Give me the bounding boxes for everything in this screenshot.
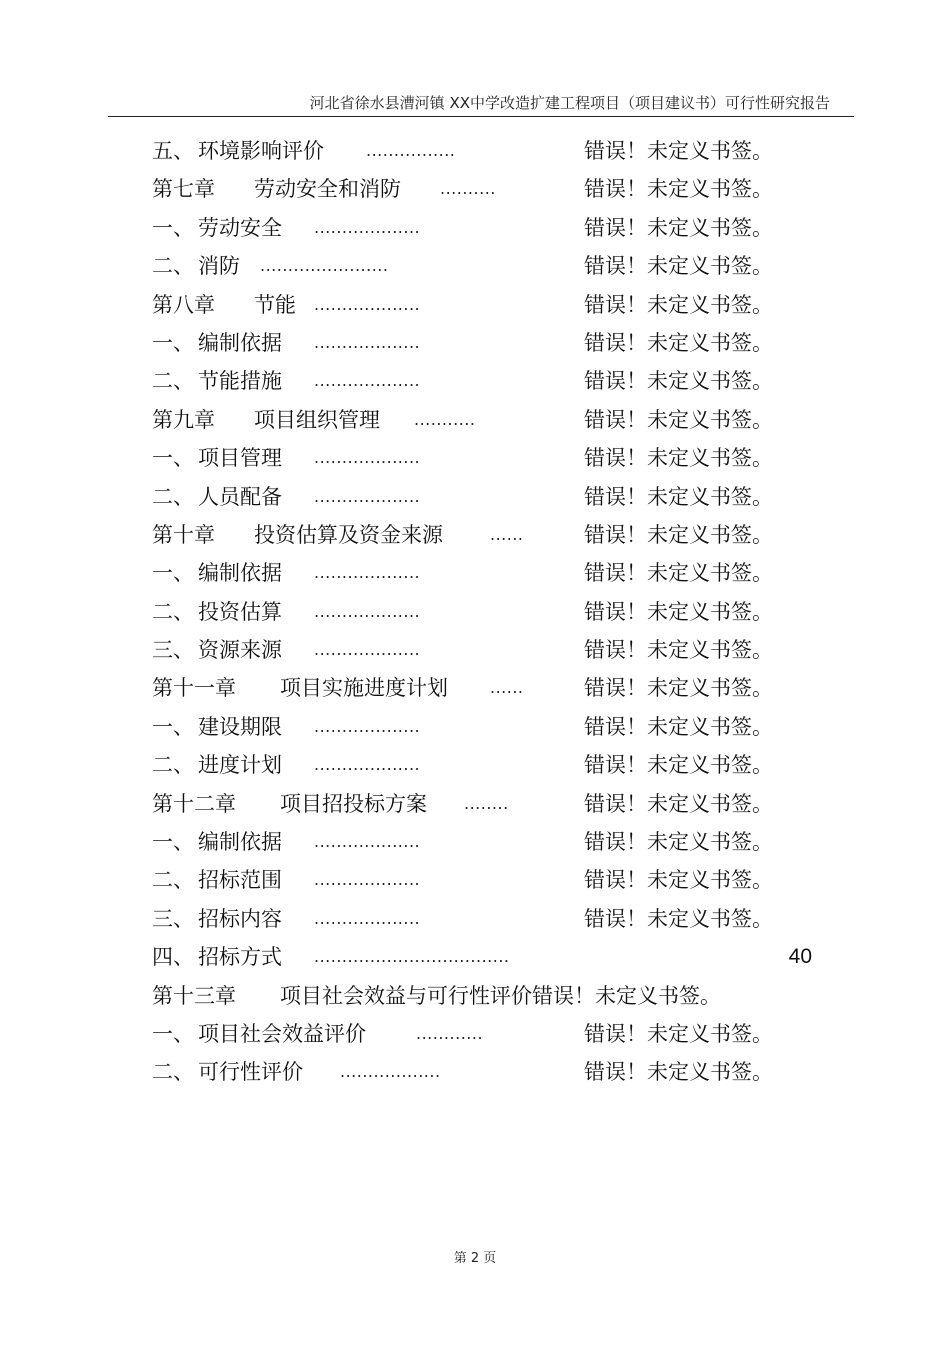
toc-entry-title: 编制依据 — [198, 561, 282, 586]
toc-entry-number: 二、 — [152, 254, 194, 279]
toc-entry-title: 项目管理 — [198, 446, 282, 471]
toc-entry-number: 一、 — [152, 330, 194, 355]
toc-entry[interactable] — [152, 593, 822, 631]
toc-entry-title: 人员配备 — [198, 484, 282, 509]
toc-entry[interactable] — [152, 516, 822, 554]
toc-entry[interactable] — [152, 286, 822, 324]
toc-entry-number: 一、 — [152, 561, 194, 586]
toc-entry[interactable] — [152, 669, 822, 707]
toc-entry-page: 错误！未定义书签。 — [584, 484, 773, 509]
toc-leader-dots: ....................... — [260, 256, 389, 276]
toc-leader-dots: ................... — [314, 870, 421, 890]
toc-entry[interactable] — [152, 1053, 822, 1091]
toc-entry-number: 第八章 — [152, 292, 215, 317]
toc-entry-title: 节能 — [254, 292, 296, 317]
toc-entry[interactable] — [152, 554, 822, 592]
toc-entry-title: 招标方式 — [198, 945, 282, 970]
toc-entry-page: 错误！未定义书签。 — [584, 676, 773, 701]
toc-leader-dots: ........ — [464, 793, 509, 813]
toc-leader-dots: ................................... — [314, 947, 510, 967]
toc-entry-title: 可行性评价 — [198, 1060, 303, 1085]
toc-entry-title: 招标范围 — [198, 868, 282, 893]
toc-entry-page: 错误！未定义书签。 — [584, 753, 773, 778]
toc-entry-title: 项目实施进度计划 — [280, 676, 448, 701]
toc-entry-page: 错误！未定义书签。 — [584, 522, 773, 547]
toc-entry-title: 环境影响评价 — [198, 139, 324, 163]
toc-leader-dots: ................... — [314, 563, 421, 583]
toc-entry-number: 第十二章 — [152, 791, 236, 816]
toc-entry-number: 第九章 — [152, 407, 215, 432]
toc-entry-number: 二、 — [152, 868, 194, 893]
toc-leader-dots: ................... — [314, 755, 421, 775]
toc-entry-number: 四、 — [152, 945, 194, 970]
table-of-contents — [152, 132, 822, 1092]
toc-leader-dots: ................... — [314, 908, 421, 928]
toc-leader-dots: ................... — [314, 217, 421, 237]
toc-entry[interactable] — [152, 439, 822, 477]
toc-entry-number: 第十一章 — [152, 676, 236, 701]
toc-entry[interactable] — [152, 631, 822, 669]
toc-leader-dots: ................... — [314, 832, 421, 852]
toc-entry-title: 投资估算及资金来源 — [254, 522, 443, 547]
toc-leader-dots: ................... — [314, 448, 421, 468]
toc-entry-number: 一、 — [152, 830, 194, 855]
toc-entry-page: 错误！未定义书签。 — [584, 599, 773, 624]
toc-leader-dots: ................... — [314, 486, 421, 506]
toc-entry[interactable] — [152, 209, 822, 247]
toc-entry[interactable] — [152, 823, 822, 861]
toc-entry[interactable] — [152, 785, 822, 823]
toc-entry-page: 错误！未定义书签。 — [584, 292, 773, 317]
toc-entry-number: 三、 — [152, 906, 194, 931]
toc-entry-number: 一、 — [152, 446, 194, 471]
toc-entry[interactable] — [152, 132, 822, 170]
toc-entry-title: 项目社会效益评价 — [198, 1021, 366, 1046]
toc-leader-dots: ...... — [490, 678, 524, 698]
toc-entry-title: 资源来源 — [198, 638, 282, 663]
toc-entry-title: 节能措施 — [198, 369, 282, 394]
toc-leader-dots: .................. — [340, 1062, 441, 1082]
toc-entry[interactable] — [152, 362, 822, 400]
toc-entry[interactable] — [152, 401, 822, 439]
toc-entry-title: 劳动安全 — [198, 215, 282, 240]
toc-entry-title: 建设期限 — [198, 714, 282, 739]
toc-entry-number: 二、 — [152, 369, 194, 394]
page-header — [108, 86, 854, 117]
toc-entry-page: 错误！未定义书签。 — [584, 830, 773, 855]
toc-entry-number: 一、 — [152, 215, 194, 240]
toc-entry-number: 二、 — [152, 1060, 194, 1085]
toc-entry-number: 五、 — [152, 139, 194, 163]
toc-entry-number: 一、 — [152, 1021, 194, 1046]
toc-entry-number: 二、 — [152, 753, 194, 778]
toc-leader-dots: ................... — [314, 371, 421, 391]
toc-entry[interactable] — [152, 746, 822, 784]
toc-leader-dots: ............ — [416, 1023, 484, 1043]
toc-entry-page: 错误！未定义书签。 — [584, 561, 773, 586]
toc-leader-dots: ................... — [314, 294, 421, 314]
toc-entry-title: 项目社会效益与可行性评价错误！未定义书签。 — [280, 983, 721, 1008]
toc-leader-dots: ................... — [314, 716, 421, 736]
header-title: 河北省徐水县漕河镇 XX中学改造扩建工程项目（项目建议书）可行性研究报告 — [309, 94, 830, 112]
toc-entry[interactable] — [152, 247, 822, 285]
toc-entry-number: 第七章 — [152, 177, 215, 202]
toc-entry-title: 消防 — [198, 254, 240, 279]
toc-entry-title: 劳动安全和消防 — [254, 177, 401, 202]
toc-entry-number: 一、 — [152, 714, 194, 739]
toc-entry-page: 错误！未定义书签。 — [584, 714, 773, 739]
toc-entry-title: 进度计划 — [198, 753, 282, 778]
toc-entry-page: 错误！未定义书签。 — [584, 791, 773, 816]
toc-entry-page: 错误！未定义书签。 — [584, 638, 773, 663]
toc-entry-title: 项目招投标方案 — [280, 791, 427, 816]
toc-entry-page: 错误！未定义书签。 — [584, 330, 773, 355]
toc-entry[interactable] — [152, 938, 822, 976]
toc-leader-dots: ........... — [414, 409, 476, 429]
toc-entry-page: 错误！未定义书签。 — [584, 215, 773, 240]
toc-entry-number: 二、 — [152, 599, 194, 624]
toc-entry-page: 错误！未定义书签。 — [584, 906, 773, 931]
toc-entry-number: 二、 — [152, 484, 194, 509]
toc-entry[interactable] — [152, 977, 822, 1015]
toc-entry-page: 40 — [788, 945, 812, 969]
toc-entry-page: 错误！未定义书签。 — [584, 139, 773, 163]
toc-entry-page: 错误！未定义书签。 — [584, 254, 773, 279]
toc-entry[interactable] — [152, 478, 822, 516]
toc-entry[interactable] — [152, 900, 822, 938]
page-number: 第 2 页 — [453, 1251, 497, 1266]
toc-entry-page: 错误！未定义书签。 — [584, 369, 773, 394]
toc-leader-dots: ................ — [366, 141, 456, 160]
toc-entry-page: 错误！未定义书签。 — [584, 1060, 773, 1085]
toc-entry-number: 第十三章 — [152, 983, 236, 1008]
toc-leader-dots: ................... — [314, 601, 421, 621]
toc-entry-title: 编制依据 — [198, 330, 282, 355]
toc-entry-title: 投资估算 — [198, 599, 282, 624]
toc-leader-dots: ................... — [314, 332, 421, 352]
toc-entry-number: 三、 — [152, 638, 194, 663]
toc-entry[interactable] — [152, 170, 822, 208]
toc-entry-page: 错误！未定义书签。 — [584, 446, 773, 471]
toc-entry-title: 招标内容 — [198, 906, 282, 931]
page-footer — [0, 1247, 950, 1266]
toc-entry-page: 错误！未定义书签。 — [584, 407, 773, 432]
toc-entry[interactable] — [152, 708, 822, 746]
toc-entry-page: 错误！未定义书签。 — [584, 177, 773, 202]
toc-entry-title: 项目组织管理 — [254, 407, 380, 432]
toc-leader-dots: ................... — [314, 640, 421, 660]
toc-entry-page: 错误！未定义书签。 — [584, 1021, 773, 1046]
toc-entry-page: 错误！未定义书签。 — [584, 868, 773, 893]
toc-entry-title: 编制依据 — [198, 830, 282, 855]
toc-leader-dots: .......... — [440, 179, 496, 199]
toc-entry[interactable] — [152, 1015, 822, 1053]
toc-entry[interactable] — [152, 861, 822, 899]
toc-leader-dots: ...... — [490, 524, 524, 544]
toc-entry[interactable] — [152, 324, 822, 362]
toc-entry-number: 第十章 — [152, 522, 215, 547]
